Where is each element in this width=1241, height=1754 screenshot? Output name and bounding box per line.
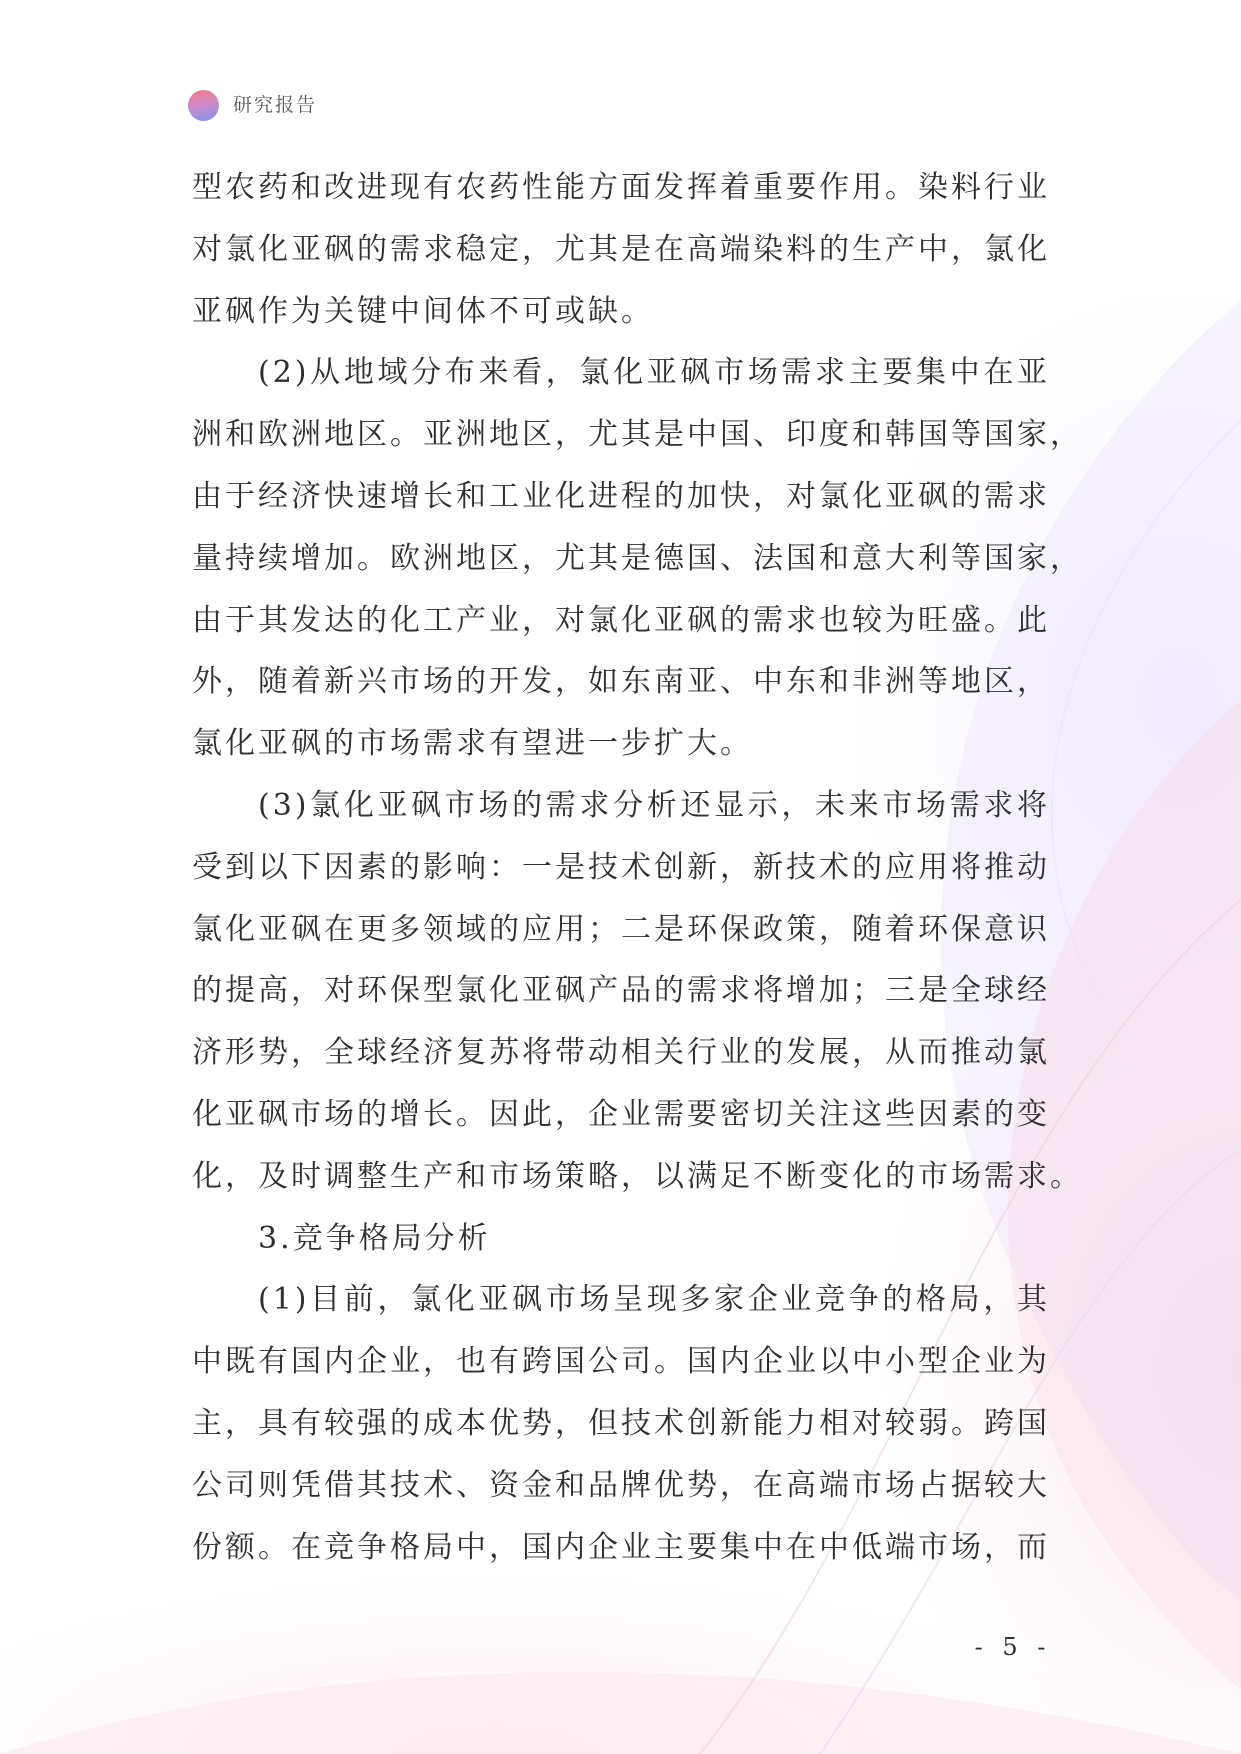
page-number: - 5 - [974, 1633, 1052, 1661]
body-text-line: 受到以下因素的影响：一是技术创新，新技术的应用将推动 [192, 849, 1050, 885]
paragraph [192, 342, 1092, 775]
paragraph [192, 1269, 1092, 1578]
background-swoosh [0, 1672, 1241, 1754]
body-text-line: 由于其发达的化工产业，对氯化亚砜的需求也较为旺盛。此 [192, 602, 1050, 638]
body-text-line: 对氯化亚砜的需求稳定，尤其是在高端染料的生产中，氯化 [192, 231, 1050, 267]
body-text-line: 外，随着新兴市场的开发，如东南亚、中东和非洲等地区， [192, 664, 1050, 700]
body-text-line: 洲和欧洲地区。亚洲地区，尤其是中国、印度和韩国等国家， [192, 417, 1083, 453]
body-text-line: (1)目前，氯化亚砜市场呈现多家企业竞争的格局，其 [258, 1282, 1050, 1318]
body-text-line: 的提高，对环保型氯化亚砜产品的需求将增加；三是全球经 [192, 973, 1050, 1009]
body-text-line: 中既有国内企业，也有跨国公司。国内企业以中小型企业为 [192, 1344, 1050, 1380]
body-text-line: 化，及时调整生产和市场策略，以满足不断变化的市场需求。 [192, 1158, 1083, 1194]
body-text-line: 量持续增加。欧洲地区，尤其是德国、法国和意大利等国家， [192, 540, 1083, 576]
body-text-line: 亚砜作为关键中间体不可或缺。 [192, 293, 654, 329]
body-text-line: 氯化亚砜的市场需求有望进一步扩大。 [192, 726, 753, 762]
gradient-circle-logo-icon [188, 90, 219, 121]
body-content [192, 157, 1092, 1578]
body-text-line: 济形势，全球经济复苏将带动相关行业的发展，从而推动氯 [192, 1035, 1050, 1071]
body-text-line: (2)从地域分布来看，氯化亚砜市场需求主要集中在亚 [258, 355, 1050, 391]
body-text-line: 化亚砜市场的增长。因此，企业需要密切关注这些因素的变 [192, 1096, 1050, 1132]
section-heading: 3.竞争格局分析 [258, 1220, 491, 1256]
paragraph [192, 775, 1092, 1208]
body-text-line: 份额。在竞争格局中，国内企业主要集中在中低端市场，而 [192, 1529, 1050, 1565]
body-text-line: 由于经济快速增长和工业化进程的加快，对氯化亚砜的需求 [192, 478, 1050, 514]
header-title: 研究报告 [233, 94, 318, 116]
body-text-line: 型农药和改进现有农药性能方面发挥着重要作用。染料行业 [192, 170, 1050, 205]
body-text-line: 氯化亚砜在更多领域的应用；二是环保政策，随着环保意识 [192, 911, 1050, 947]
paragraph [192, 157, 1092, 342]
body-text-line: 主，具有较强的成本优势，但技术创新能力相对较弱。跨国 [192, 1405, 1050, 1441]
body-text-line: 公司则凭借其技术、资金和品牌优势，在高端市场占据较大 [192, 1467, 1050, 1503]
body-text-line: (3)氯化亚砜市场的需求分析还显示，未来市场需求将 [258, 787, 1050, 823]
